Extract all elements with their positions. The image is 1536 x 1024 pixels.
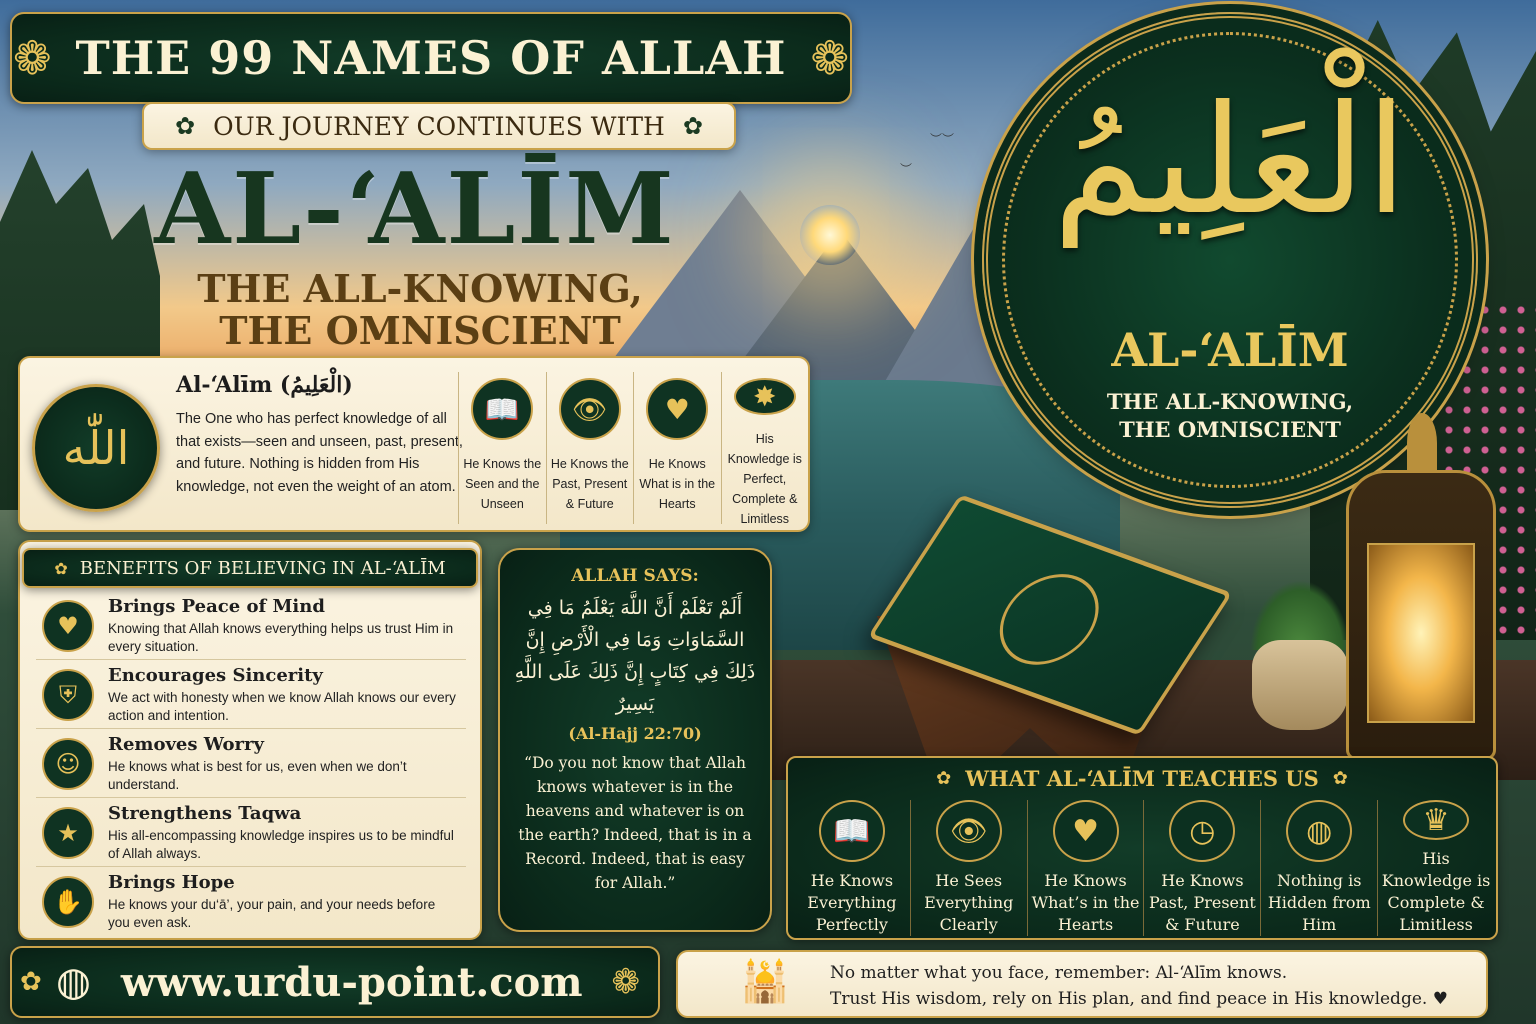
benefit-description: Knowing that Allah knows everything helps us trust Him in every situation. <box>108 621 454 654</box>
heart-icon: ♥ <box>646 378 708 440</box>
flower-ornament-icon: ❁ <box>810 31 850 85</box>
eye-icon: 👁 <box>936 800 1002 862</box>
website-link[interactable]: www.urdu-point.com <box>120 958 583 1006</box>
praying-hands-icon: ✋ <box>42 876 94 928</box>
intro-feature <box>633 372 721 524</box>
intro-feature <box>458 372 546 524</box>
intro-feature-label: His Knowledge is Perfect, Complete & Limitless <box>727 432 802 526</box>
flower-ornament-icon: ✿ <box>682 112 703 140</box>
subtitle: OUR JOURNEY CONTINUES WITH <box>213 111 665 141</box>
benefit-item <box>36 594 466 660</box>
meaning-line-1: THE ALL-KNOWING, <box>197 266 643 311</box>
medallion-english-name: AL-‘ALĪM <box>1111 323 1349 377</box>
medallion-arabic-name: الْعَلِيمُ <box>1052 74 1408 248</box>
benefit-title: Strengthens Taqwa <box>108 803 302 824</box>
verse-arabic: أَلَمْ تَعْلَمْ أَنَّ اللَّهَ يَعْلَمُ مَا فِي السَّمَاوَاتِ وَمَا فِي الْأَرْضِ إِنَّ ذَلِكَ فِي كِتَابٍ إِنَّ ذَلِكَ عَلَى اللَّهِ يَسِيرٌ <box>514 597 756 715</box>
teach-label: He Knows Everything Perfectly <box>807 871 897 934</box>
benefit-item <box>36 801 466 867</box>
teach-label: His Knowledge is Complete & Limitless <box>1381 849 1491 934</box>
benefit-item <box>36 663 466 729</box>
benefits-panel <box>18 540 482 940</box>
benefit-description: He knows what is best for us, even when we don’t understand. <box>108 759 407 792</box>
globe-icon: ◍ <box>56 959 91 1005</box>
name-medallion <box>982 12 1478 508</box>
flower-ornament-icon: ✿ <box>20 967 42 997</box>
teaches-panel <box>786 756 1498 940</box>
flower-ornament-icon: ❁ <box>611 962 640 1002</box>
clock-icon: ◷ <box>1169 800 1235 862</box>
teach-item <box>794 800 910 936</box>
reminder-line-1: No matter what you face, remember: Al-‘Alīm knows. <box>830 963 1288 983</box>
benefit-item <box>36 732 466 798</box>
benefit-description: We act with honesty when we know Allah knows our every action and intention. <box>108 690 456 723</box>
flower-ornament-icon: ✿ <box>54 558 68 578</box>
person-icon: ☺ <box>42 738 94 790</box>
lantern-glow <box>1367 543 1475 723</box>
lantern <box>1346 470 1496 760</box>
teach-item <box>910 800 1027 936</box>
teach-label: He Knows What’s in the Hearts <box>1031 871 1140 934</box>
plant-pot <box>1252 640 1348 730</box>
allah-medallion: اللّٰه <box>32 384 160 512</box>
page-title: THE 99 NAMES OF ALLAH <box>75 31 787 85</box>
benefit-description: He knows your du‘ā’, your pain, and your needs before you even ask. <box>108 897 436 930</box>
benefits-heading-bar <box>22 548 478 588</box>
teach-label: He Sees Everything Clearly <box>924 871 1014 934</box>
teaches-heading-bar <box>788 766 1496 791</box>
bird-icon: ︶ <box>900 162 913 176</box>
meaning-line-2: THE OMNISCIENT <box>219 308 621 353</box>
medallion-meaning <box>988 388 1472 444</box>
lantern-top <box>1407 413 1437 473</box>
website-bar[interactable] <box>10 946 660 1018</box>
teaches-heading: WHAT AL-‘ALĪM TEACHES US <box>965 766 1319 791</box>
verse-translation: “Do you not know that Allah knows whatever is in the heavens and whatever is on the earth? Indeed, that is in a Record. Indeed, that is easy for Allah.” <box>518 754 752 892</box>
star-icon: ★ <box>42 807 94 859</box>
reminder-line-2: Trust His wisdom, rely on His plan, and find peace in His knowledge. ♥ <box>830 989 1448 1009</box>
reminder-banner <box>676 950 1488 1018</box>
eye-icon: 👁 <box>559 378 621 440</box>
benefit-description: His all-encompassing knowledge inspires us to be mindful of Allah always. <box>108 828 454 861</box>
sun <box>800 205 860 265</box>
teach-item <box>1260 800 1377 936</box>
star-icon: ✸ <box>734 378 796 415</box>
teach-label: He Knows Past, Present & Future <box>1149 871 1256 934</box>
intro-heading: Al-‘Alīm (الْعَلِيمُ) <box>176 372 353 398</box>
verse-reference: (Al-Hajj 22:70) <box>568 724 702 743</box>
book-icon: 📖 <box>819 800 885 862</box>
teaches-items <box>794 800 1494 936</box>
medallion-meaning-line-2: THE OMNISCIENT <box>1119 417 1341 442</box>
benefit-title: Brings Peace of Mind <box>108 596 325 617</box>
title-banner <box>10 12 852 104</box>
flower-ornament-icon: ✿ <box>1332 768 1348 789</box>
globe-icon: ◍ <box>1286 800 1352 862</box>
subtitle-banner <box>142 102 736 150</box>
intro-feature-label: He Knows What is in the Hearts <box>639 457 716 511</box>
intro-feature-label: He Knows the Seen and the Unseen <box>463 457 542 511</box>
heart-icon: ♥ <box>42 600 94 652</box>
intro-feature <box>546 372 634 524</box>
benefits-heading: BENEFITS OF BELIEVING IN AL-‘ALĪM <box>79 557 446 579</box>
name-meaning <box>130 268 710 352</box>
verse-panel <box>498 548 772 932</box>
teach-item <box>1027 800 1144 936</box>
medallion-meaning-line-1: THE ALL-KNOWING, <box>1106 389 1354 414</box>
shield-icon: ⛨ <box>42 669 94 721</box>
verse-intro: ALLAH SAYS: <box>571 566 699 586</box>
book-icon: 📖 <box>471 378 533 440</box>
teach-label: Nothing is Hidden from Him <box>1267 871 1371 934</box>
intro-description: The One who has perfect knowledge of all that exists—seen and unseen, past, present, and future. Nothing is hidden from His knowledge, not even the weight of an atom. <box>176 411 463 495</box>
teach-item <box>1377 800 1494 936</box>
flower-ornament-icon: ✿ <box>175 112 196 140</box>
heart-icon: ♥ <box>1053 800 1119 862</box>
teach-item <box>1143 800 1260 936</box>
benefit-title: Encourages Sincerity <box>108 665 323 686</box>
benefit-title: Brings Hope <box>108 872 235 893</box>
intro-feature-label: He Knows the Past, Present & Future <box>550 457 629 511</box>
benefit-title: Removes Worry <box>108 734 264 755</box>
name-heading: AL-‘ALĪM <box>154 152 676 267</box>
intro-features <box>458 372 808 524</box>
crown-icon: ♛ <box>1403 800 1469 840</box>
mosque-icon: 🕌 <box>740 959 790 1005</box>
flower-ornament-icon: ✿ <box>936 768 952 789</box>
benefit-item <box>36 870 466 936</box>
book-seal <box>981 562 1118 677</box>
bird-icon: ︶︶ <box>930 132 955 146</box>
intro-feature <box>721 372 809 524</box>
flower-ornament-icon: ❁ <box>12 31 52 85</box>
intro-card <box>18 356 810 532</box>
